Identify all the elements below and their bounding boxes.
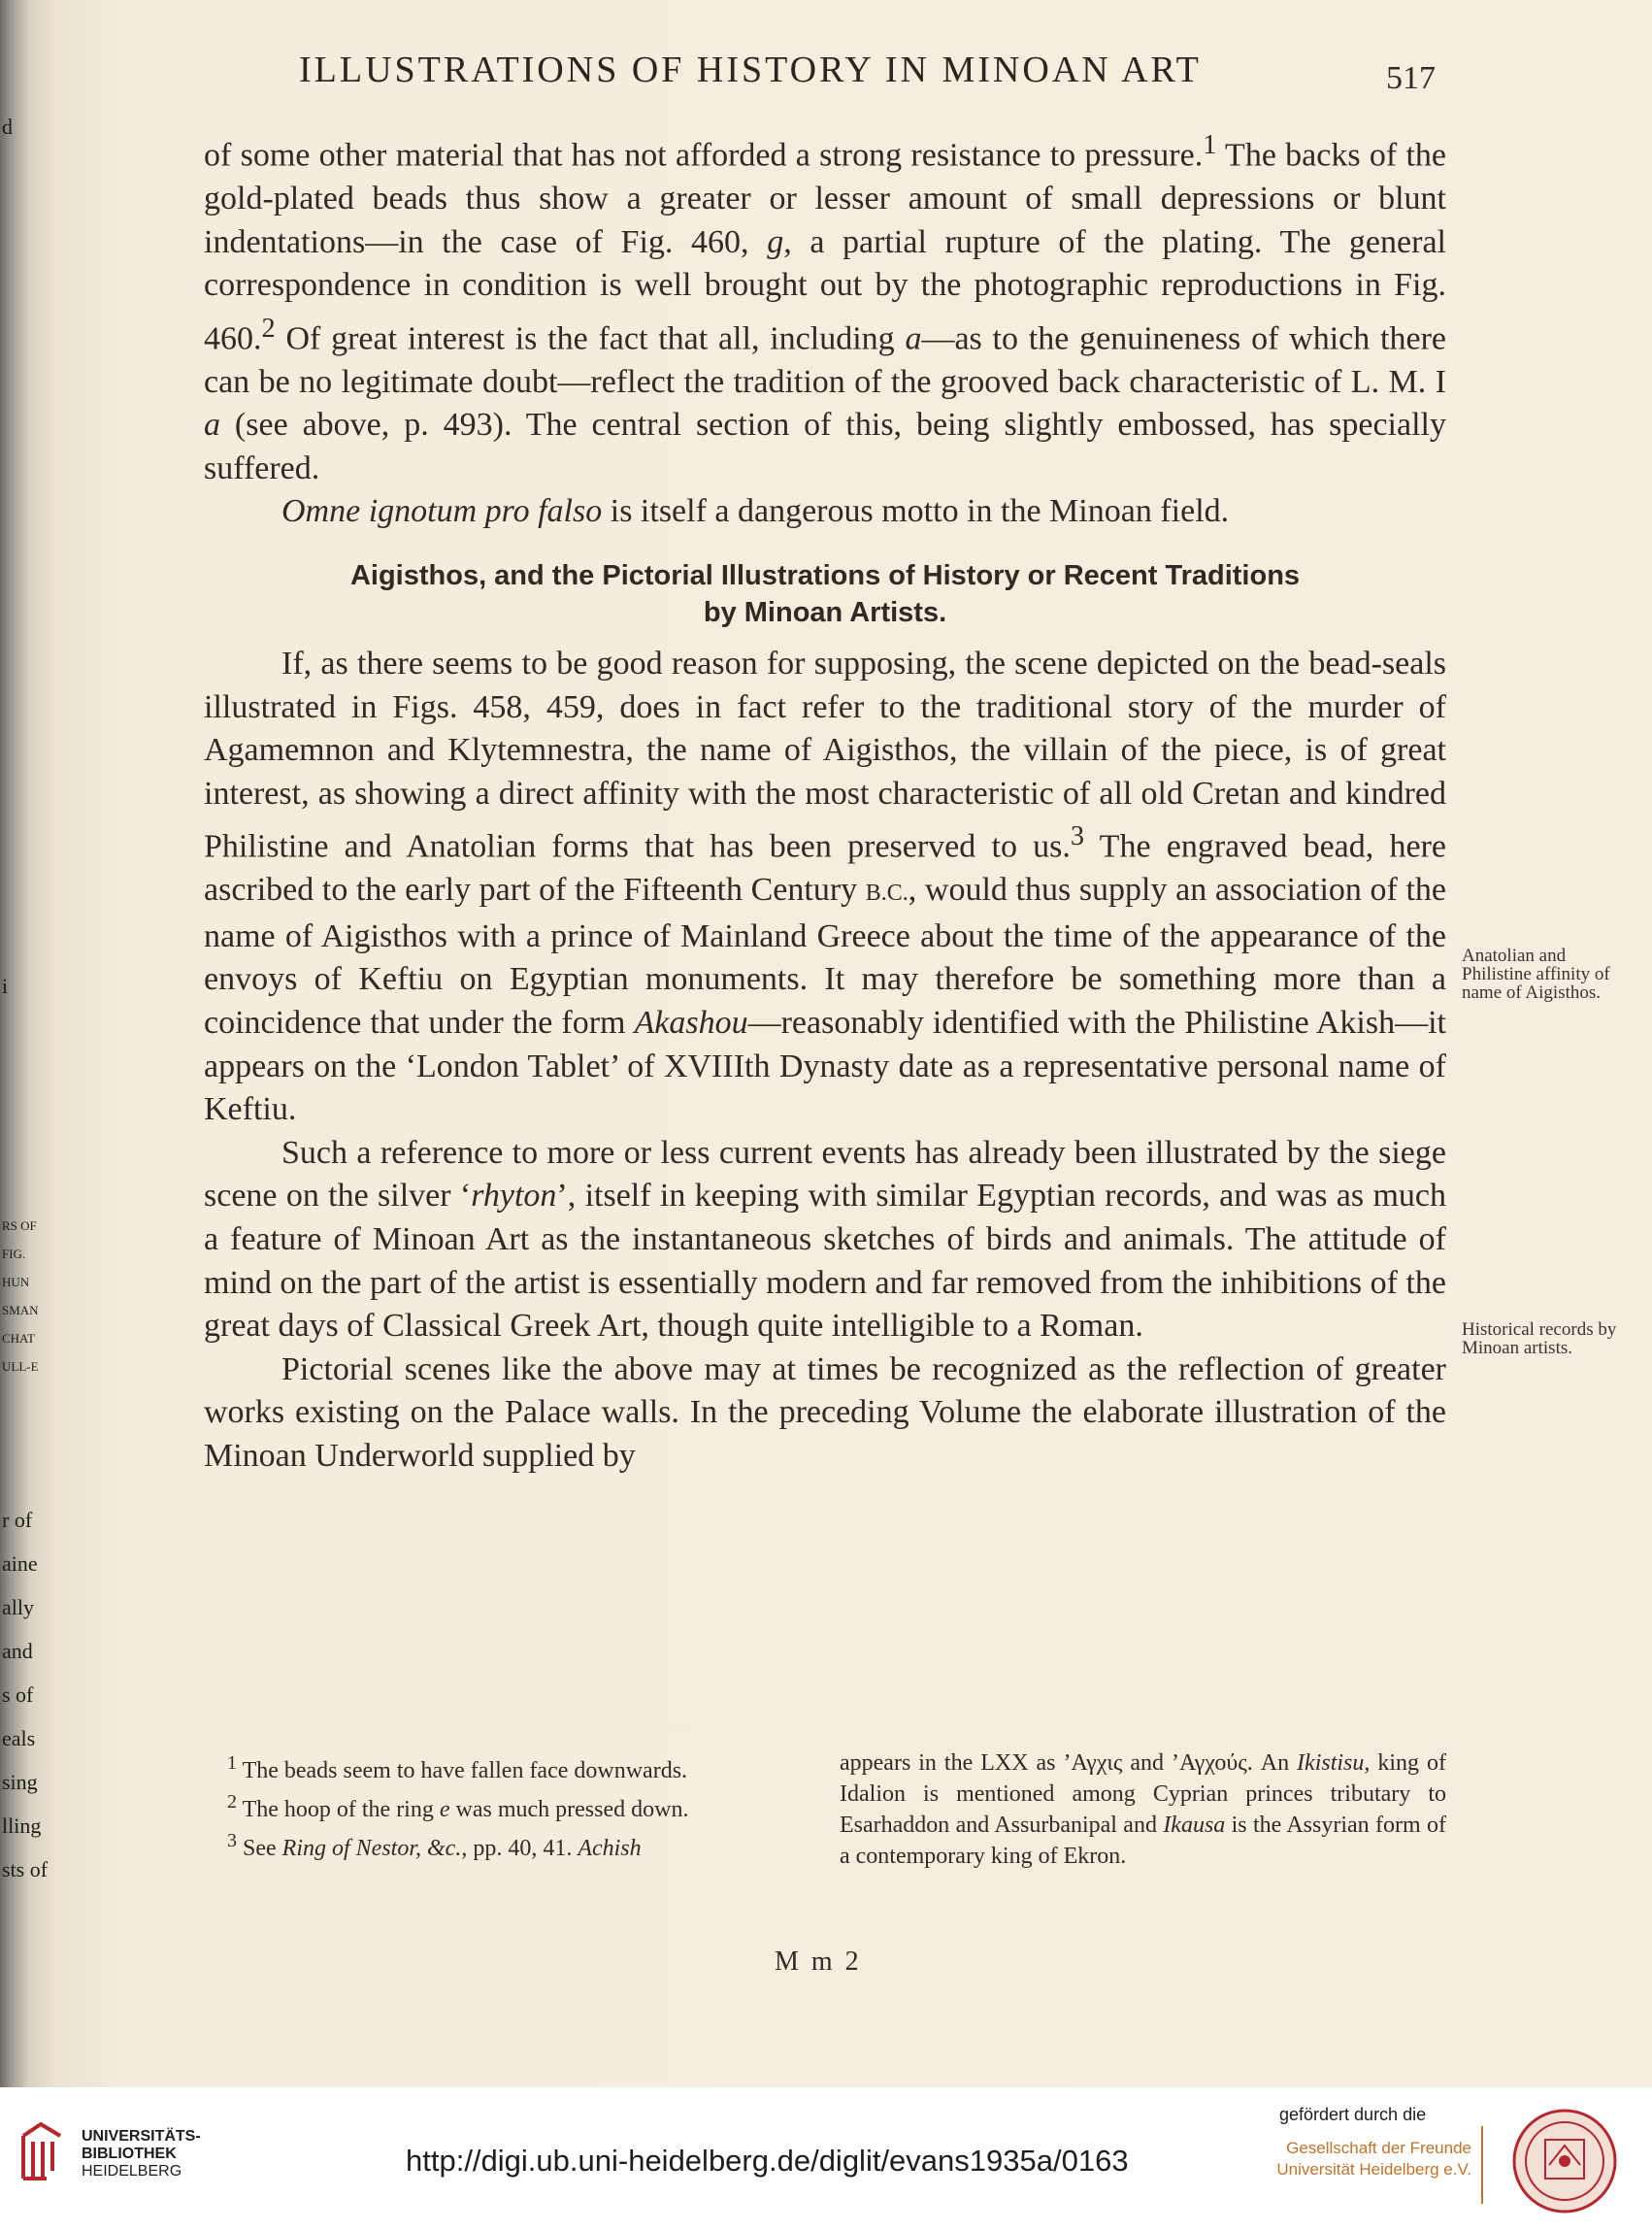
footnote-ref: 3 <box>1070 821 1085 852</box>
margin-fragment: eals <box>2 1726 36 1750</box>
sidenote-anatolian: Anatolian and Philistine affinity of name of Aigisthos. <box>1462 946 1610 1003</box>
paragraph: of some other material that has not afforded a strong resistance to pressure.$^1$ The backs of the gold-plated beads thus show a greater or lesser amount of small depressions or blunt indentations—in the case of Fig. 460, g, a partial rupture of the plating. The general correspondence in condition is well brought out by the photographic reproductions in Fig. 460.$^2$ Of great interest is the fact that all, including a—as to the genuineness of which there can be no legitimate doubt—reflect the tradition of the grooved back characteristic of L. M. I a (see above, p. 493). The central section of this, being slightly embossed, has specially suffered. <box>204 130 1446 486</box>
book-page <box>56 0 1652 2087</box>
footnote: $^3$ See Ring of Nestor, &c., pp. 40, 41. Achish <box>227 1830 642 1861</box>
margin-fragment: sing <box>2 1770 38 1794</box>
footnote-column-right <box>840 1747 1446 1872</box>
margin-fragment: SMAN <box>2 1303 39 1317</box>
footnote-column-left <box>204 1747 810 1872</box>
margin-fragment: CHAT <box>2 1331 35 1346</box>
margin-fragment: HUN <box>2 1275 30 1289</box>
paragraph: Pictorial scenes like the above may at times be recognized as the reflection of greater works existing on the Palace walls. In the preceding Volume the elaborate illustration of the Minoan Underworld supplied by <box>204 1350 1446 1475</box>
footnote-continued: appears in the LXX as ’Αγχις and ’Αγχούς. An Ikistisu, king of Idalion is mentioned among Cyprian princes tributary to Esarhaddon and Assurbanipal and Ikausa is the Assyrian form of a contemporary king of Ekron. <box>840 1750 1446 1869</box>
footer-divider <box>1481 2126 1483 2204</box>
margin-fragment: i <box>2 974 9 998</box>
margin-fragment: sts of <box>2 1857 49 1881</box>
society-name: Gesellschaft der Freunde Universität Heidelberg e.V. <box>1276 2139 1471 2179</box>
margin-fragment: and <box>2 1639 33 1663</box>
adjacent-page-edge <box>0 0 56 2087</box>
paragraph: Omne ignotum pro falso is itself a dangerous motto in the Minoan field. <box>281 493 1230 530</box>
running-head: ILLUSTRATIONS OF HISTORY IN MINOAN ART <box>299 50 1202 90</box>
university-seal-icon <box>1510 2107 1619 2215</box>
paragraph: If, as there seems to be good reason for supposing, the scene depicted on the bead-seals illustrated in Figs. 458, 459, does in fact refer to the traditional story of the murder of Agamemnon and Klytemnestra, the name of Aigisthos, the villain of the piece, is of great interest, as showing a direct affinity with the most characteristic of all old Cretan and kindred Philistine and Anatolian forms that has been preserved to us.$^3$ The engraved bead, here ascribed to the early part of the Fifteenth Century B.C., would thus supply an association of the name of Aigisthos with a prince of Mainland Greece about the time of the appearance of the envoys of Keftiu on Egyptian monuments. It may therefore be something more than a coincidence that under the form Akashou—reasonably identified with the Philistine Akish—it appears on the ‘London Tablet’ of XVIIIth Dynasty date as a representative personal name of Keftiu. <box>204 646 1446 1128</box>
margin-fragment: lling <box>2 1814 42 1838</box>
permalink-url[interactable]: http://digi.ub.uni-heidelberg.de/diglit/evans1935a/0163 <box>406 2144 1129 2178</box>
margin-fragment: r of <box>2 1508 33 1532</box>
page-number: 517 <box>1386 60 1436 96</box>
footnote-ref: 2 <box>261 313 276 344</box>
footnote-ref: 1 <box>1203 130 1217 160</box>
margin-fragment: s of <box>2 1682 34 1707</box>
margin-fragment: RS OF <box>2 1218 37 1233</box>
sidenote-historical: Historical records by Minoan artists. <box>1462 1319 1617 1358</box>
funded-by-label: gefördert durch die <box>1279 2105 1427 2124</box>
signature-mark: M m 2 <box>775 1947 862 1977</box>
margin-fragment: ally <box>2 1595 34 1619</box>
footnote: $^2$ The hoop of the ring e was much pressed down. <box>227 1791 689 1822</box>
library-name: UNIVERSITÄTS- BIBLIOTHEK HEIDELBERG <box>82 2128 201 2180</box>
margin-fragment: aine <box>2 1551 38 1576</box>
footnotes <box>204 1747 1446 1872</box>
margin-fragment: d <box>2 115 13 139</box>
body-text <box>204 124 1446 1479</box>
footer-bar <box>0 2087 1652 2230</box>
paragraph: Such a reference to more or less current events has already been illustrated by the siege scene on the silver ‘rhyton’, itself in keeping with similar Egyptian records, and was as much a feature of Minoan Art as the instantaneous sketches of birds and animals. The attitude of mind on the part of the artist is essentially modern and far removed from the inhibitions of the great days of Classical Greek Art, though quite intelligible to a Roman. <box>204 1134 1446 1345</box>
university-library-logo-icon <box>17 2116 66 2186</box>
margin-fragment: ULL-E <box>2 1359 39 1374</box>
section-heading: Aigisthos, and the Pictorial Illustrations of History or Recent Traditions by Minoan Artists. <box>349 560 1301 628</box>
margin-fragment: FIG. <box>2 1247 26 1261</box>
footnote: $^1$ The beads seem to have fallen face downwards. <box>227 1752 688 1783</box>
